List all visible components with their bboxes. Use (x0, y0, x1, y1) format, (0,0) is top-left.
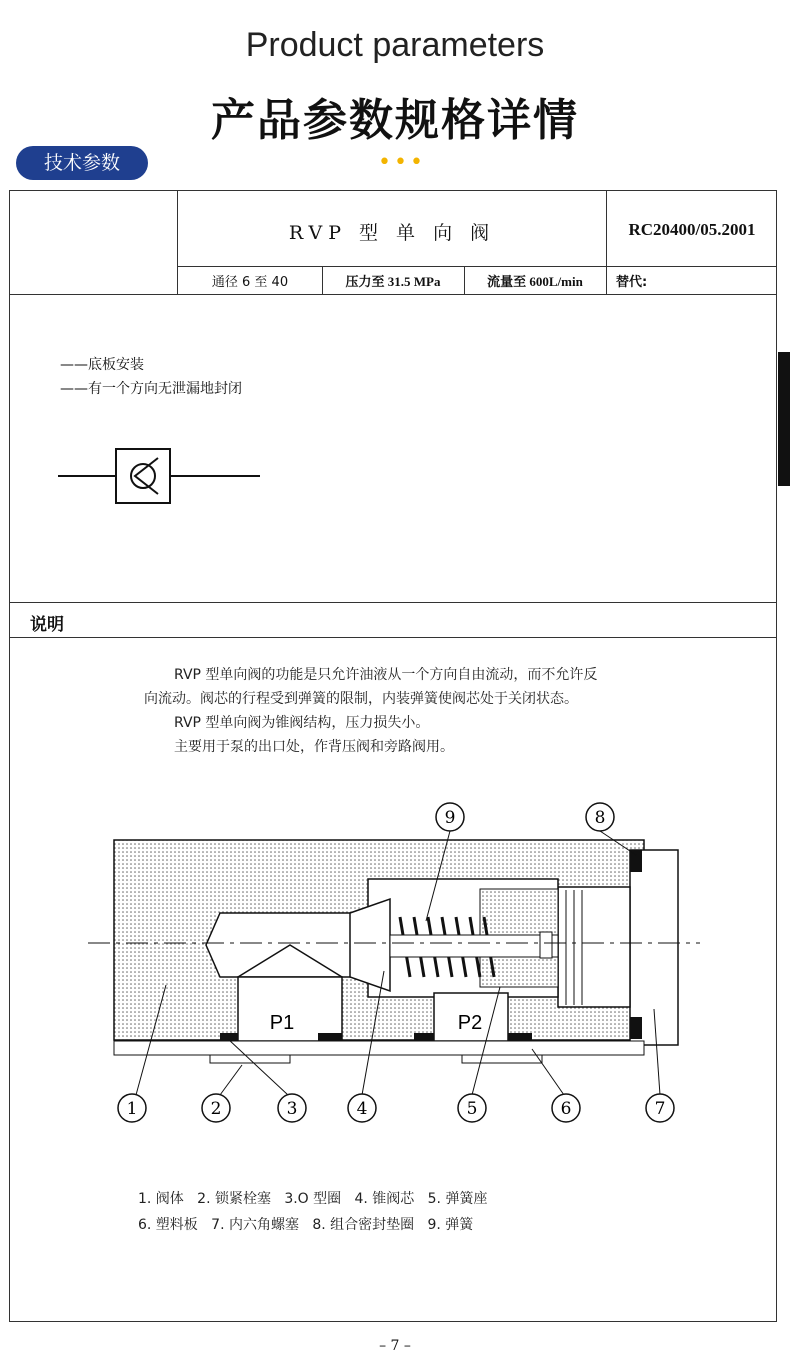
callout-6: 6 (560, 1099, 572, 1119)
page-number: – 7 – (379, 1338, 411, 1354)
page-title-cn: 产品参数规格详情 (211, 95, 579, 146)
product-title: RVP 型 单 向 阀 (288, 222, 496, 244)
parts-legend-line: 1. 阀体 2. 锁紧栓塞 3.O 型圈 4. 锥阀芯 5. 弹簧座 (138, 1191, 488, 1207)
table-divider (9, 602, 777, 603)
section-pill: 技术参数 (16, 146, 148, 180)
description-line: 向流动。阀芯的行程受到弹簧的限制，内装弹簧使阀芯处于关闭状态。 (144, 691, 578, 707)
feature-item: ——底板安装 (60, 357, 144, 373)
port-label-p2: P2 (457, 1012, 483, 1034)
port-label-p1: P1 (269, 1012, 295, 1034)
callout-2: 2 (210, 1099, 222, 1119)
table-divider (177, 266, 777, 267)
callout-3: 3 (286, 1099, 298, 1119)
callout-1: 1 (126, 1099, 138, 1119)
valve-cross-section (70, 795, 710, 1130)
table-divider (606, 190, 607, 294)
callout-4: 4 (356, 1099, 368, 1119)
decorative-dots: ••• (378, 150, 426, 175)
side-tab-edge (778, 352, 790, 486)
parts-legend-line: 6. 塑料板 7. 内六角螺塞 8. 组合密封垫圈 9. 弹簧 (138, 1217, 474, 1233)
check-valve-symbol (58, 446, 264, 506)
description-line: RVP 型单向阀的功能是只允许油液从一个方向自由流动，而不允许反 (174, 667, 598, 683)
callout-8: 8 (594, 808, 606, 828)
spec-pressure: 压力至 31.5 MPa (345, 274, 441, 289)
description-line: 主要用于泵的出口处，作背压阀和旁路阀用。 (174, 739, 454, 755)
table-divider (9, 294, 777, 295)
description-label: 说明 (30, 615, 64, 635)
spec-flow: 流量至 600L/min (487, 274, 583, 289)
table-divider (9, 637, 777, 638)
callout-5: 5 (466, 1099, 478, 1119)
page-title-en: Product parameters (245, 26, 545, 64)
description-line: RVP 型单向阀为锥阀结构，压力损失小。 (174, 715, 430, 731)
document-code: RC20400/05.2001 (628, 220, 756, 239)
spec-replace: 替代: (616, 275, 648, 290)
callout-7: 7 (654, 1099, 666, 1119)
feature-item: ——有一个方向无泄漏地封闭 (60, 381, 242, 397)
spec-diameter: 通径 6 至 40 (211, 275, 289, 290)
callout-9: 9 (444, 808, 456, 828)
